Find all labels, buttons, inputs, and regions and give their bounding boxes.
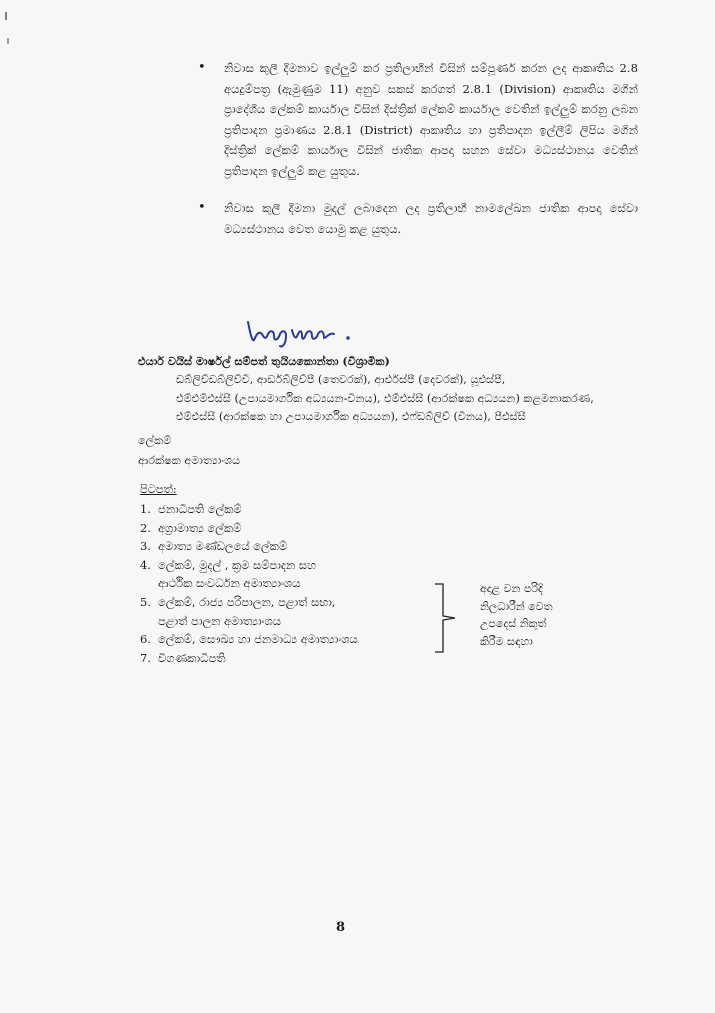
recipient-text: අග්‍රාමාත්‍ය ලේකම්: [158, 520, 242, 535]
bullet-text: නිවාස කුලී දීමනාව ඉල්ලුම් කර ප්‍රතිලාභීන් විසින් සම්පූර්ණ කරන ලද ආකෘතිය 2.8 අයදුම්පත්‍ර (ඇමුණුම 11) අනුව සකස් කරගත් 2.8.1 (Division) ආකෘතිය මගින් ප්‍රාදේශීය ලේකම් කාර්යාල විසින් දිස්ත්‍රික් ලේකම් කාර්යාල වෙතින් ඉල්ලුම් කරනු ලබන ප්‍රතිපාදන ප්‍රමාණය 2.8.1 (District) ආකෘතිය හා ප්‍රතිපාදන ඉල්ලීම් ලිපිය මගින් දිස්ත්‍රික් ලේකම් කාර්යාල විසින් ජාතික ආපදා සහන සේවා මධ්‍යස්ථානය වෙතින් ප්‍රතිපාදන ඉල්ලුම් කළ යුතුය.: [224, 61, 638, 178]
note-line: අදාළ වන පරිදි: [480, 582, 543, 595]
copy-recipient: [140, 519, 470, 538]
recipient-text: විගණකාධිපති: [158, 650, 226, 665]
instruction-bullets: [198, 58, 638, 239]
recipient-number: 1.: [140, 502, 151, 516]
action-note: [480, 580, 600, 650]
copies-list: [140, 480, 470, 667]
signatory-ministry: ආරක්ෂක අමාත්‍යාංශය: [138, 453, 241, 467]
recipient-number: 7.: [140, 650, 151, 665]
recipient-text: ජනාධිපති ලේකම්: [158, 502, 242, 516]
recipient-text: ලේකම්, රාජ්‍ය පරිපාලන, පළාත් සභා,: [158, 594, 336, 609]
recipient-number: 2.: [140, 520, 151, 535]
copy-recipient: [140, 556, 470, 575]
bullet-item: [198, 198, 638, 239]
signatory-position: ලේකම්: [138, 433, 172, 447]
qualification-line: එම්එස්සී (ආරක්ෂක හා උපායමාර්ගික අධ්‍යයන), එෆ්ඩබ්ලිව් (විනය), පීඑස්සී: [176, 410, 526, 423]
signatory-qualifications: [138, 371, 678, 427]
page-number: 8: [336, 920, 346, 935]
recipient-text-continued: පළාත් පාලන අමාත්‍යාංශය: [158, 613, 281, 628]
recipient-number: 6.: [140, 632, 151, 647]
copy-recipient: [140, 649, 470, 668]
handwritten-signature: [240, 308, 380, 350]
copy-recipient: [140, 593, 470, 612]
recipient-text: ලේකම්, සෞඛ්‍ය හා ජනමාධ්‍ය අමාත්‍යාංශය: [158, 632, 358, 647]
bullet-marker: •: [198, 200, 206, 215]
recipient-text: ලේකම්, මුදල් , ක්‍රම සම්පාදන සහ: [158, 557, 316, 572]
note-line: කිරීම සඳහා: [480, 634, 533, 648]
copies-heading: පිටපත්:: [140, 482, 177, 496]
bullet-marker: •: [198, 60, 206, 75]
qualification-line: ඩබ්ලිව්ඩබ්ලිව්වී, ආර්ඩබ්ලිව්පී (තෙවරක්), ආර්එස්පී (දෙවරක්), යූඑස්පී,: [176, 373, 506, 386]
right-brace-icon: [433, 582, 463, 654]
bullet-item: [198, 58, 638, 181]
copy-recipient: [140, 500, 470, 519]
signatory-name: එයාර් වයිස් මාර්ෂල් සම්පත් තුයියකොන්තා (විශ්‍රාමික): [138, 354, 390, 368]
qualification-line: එම්එම්එස්සී (උපායමාර්ගික අධ්‍යයන-විනය), එම්එස්සී (ආරක්ෂක අධ්‍යයන) කළමනාකරණ,: [176, 391, 594, 405]
scan-edge-marks: [2, 8, 12, 88]
copy-recipient: [140, 537, 470, 556]
note-line: නිලධාරීන් වෙත: [480, 599, 553, 613]
note-line: උපදෙස් නිකුත්: [480, 617, 547, 630]
recipient-text-continued: ආර්ථික සංවර්ධන අමාත්‍යාංශය: [158, 576, 301, 591]
recipient-number: 5.: [140, 594, 151, 609]
bullet-text: නිවාස කුලී දීමනා මුදල් ලබාදෙන ලද ප්‍රතිලාභී නාමලේඛන ජාතික ආපදා සේවා මධ්‍යස්ථානය වෙත යොමු කළ යුතුය.: [224, 201, 638, 236]
signature-block: [138, 352, 678, 471]
copy-recipient: [140, 630, 470, 649]
signatory-title: [138, 431, 678, 471]
recipient-number: 3.: [140, 539, 151, 554]
recipient-number: 4.: [140, 557, 151, 572]
recipient-text: අමාත්‍ය මණ්ඩලයේ ලේකම්: [158, 539, 288, 554]
